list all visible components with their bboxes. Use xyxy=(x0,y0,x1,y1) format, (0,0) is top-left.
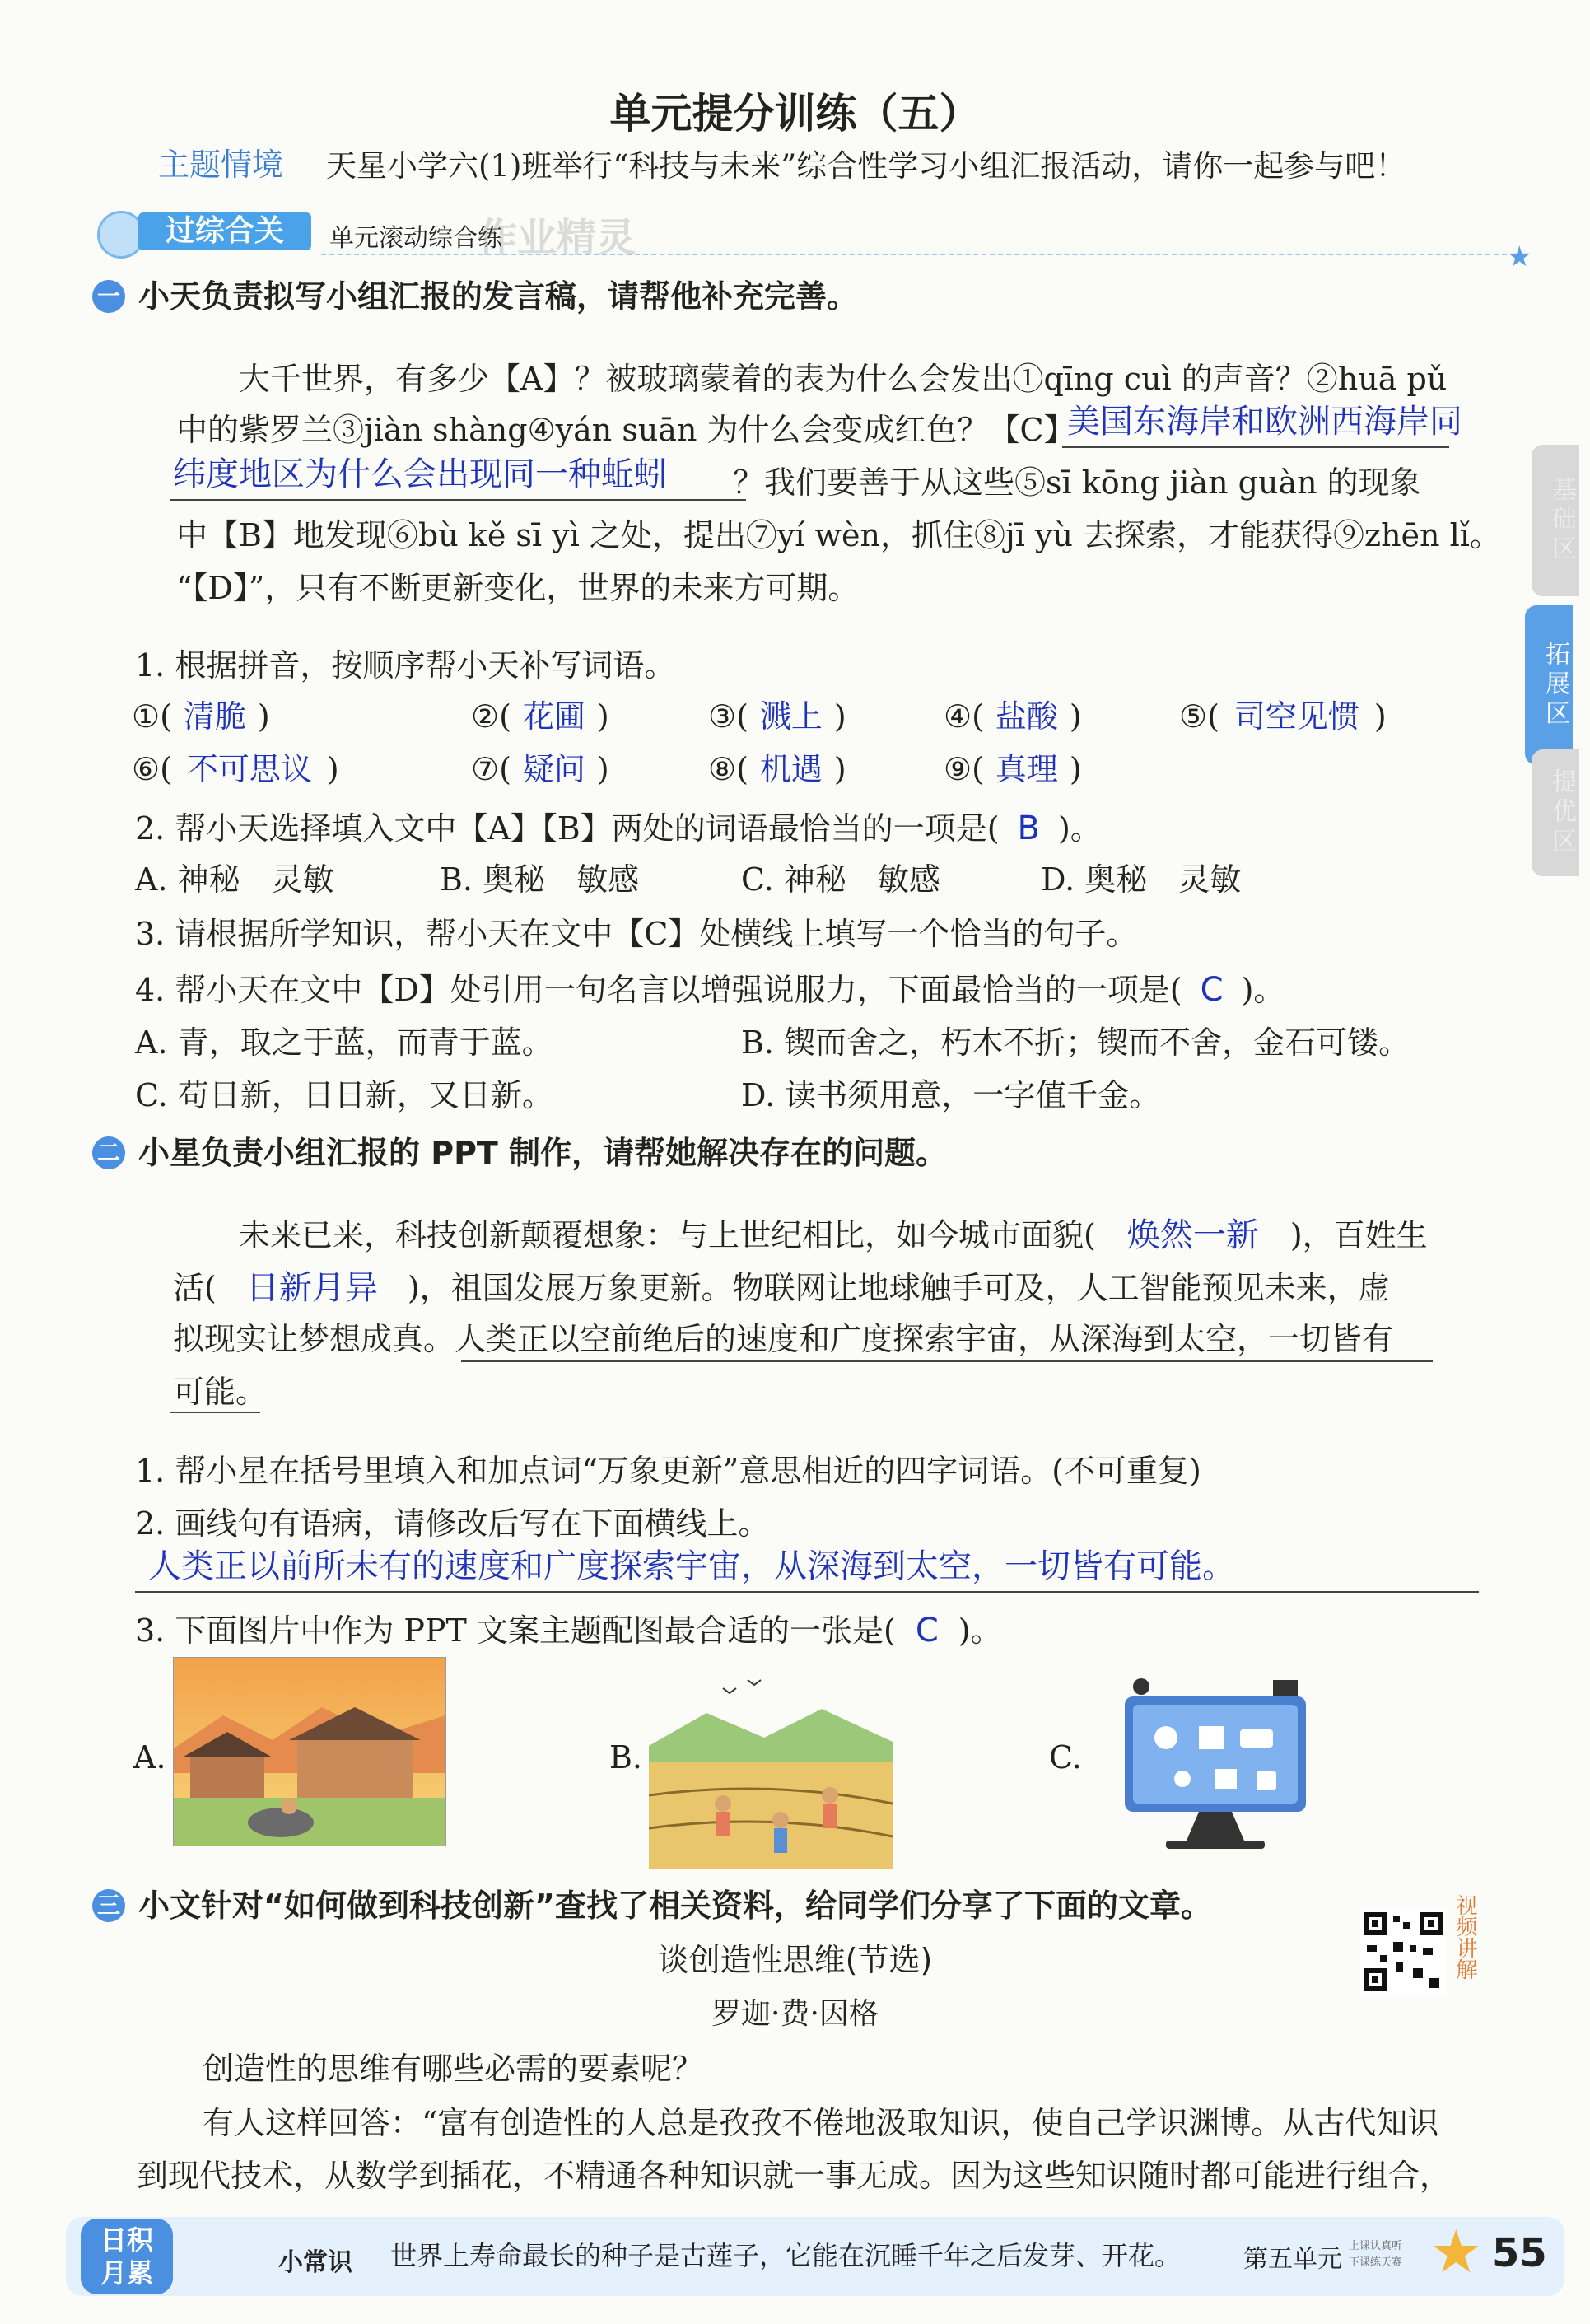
unit-name: 第五单元 xyxy=(1243,2245,1342,2274)
footer-logo xyxy=(81,2219,173,2294)
badge-sub: 单元滚动综合练 xyxy=(329,224,502,253)
badge: 过综合关 xyxy=(138,212,311,250)
s2-hand-2: 日新月异 xyxy=(245,1269,378,1307)
theme-label: 主题情境 xyxy=(158,147,284,183)
s2-p4-underline xyxy=(170,1412,260,1413)
s1-hand-2: 纬度地区为什么会出现同一种蚯蚓 xyxy=(173,455,667,493)
option-image-a[interactable] xyxy=(173,1657,446,1846)
s1-q4-opt: D. 读书须用意，一字值千金。 xyxy=(741,1077,1161,1113)
img-label-c: C. xyxy=(1049,1739,1082,1776)
answer-item: ⑤( 司空见惯 ) xyxy=(1179,698,1387,735)
s1-q2-opt: B. 奥秘 敏感 xyxy=(440,861,640,898)
answer-item: ⑥( 不可思议 ) xyxy=(132,751,339,787)
s1-p3b: ？我们要善于从这些⑤sī kōng jiàn guàn 的现象 xyxy=(733,464,1421,501)
s1-q2-answer: B xyxy=(1017,810,1040,847)
s1-p1: 大千世界，有多少【A】？被玻璃蒙着的表为什么会发出①qīng cuì 的声音？②huā pǔ xyxy=(239,361,1448,397)
s2-q2-answer: 人类正以前所未有的速度和广度探索宇宙，从深海到太空，一切皆有可能。 xyxy=(148,1547,1235,1585)
s1-q2-opt: A. 神秘 灵敏 xyxy=(135,861,334,898)
s2-q1: 1. 帮小星在括号里填入和加点词“万象更新”意思相近的四字词语。(不可重复) xyxy=(135,1453,1201,1489)
qr-label: 视频讲解 xyxy=(1452,1894,1477,1980)
s1-p2a: 中的紫罗兰③jiàn shàng④yán suān 为什么会变成红色？【C】 xyxy=(176,412,1075,448)
s2-q2: 2. 画线句有语病，请修改后写在下面横线上。 xyxy=(135,1505,770,1542)
s2-answer-line xyxy=(135,1591,1479,1593)
s1-q4-opt: A. 青，取之于蓝，而青于蓝。 xyxy=(135,1024,553,1061)
s2-p1: 未来已来，科技创新颠覆想象：与上世纪相比，如今城市面貌( 焕然一新 )，百姓生 xyxy=(239,1216,1428,1254)
s1-q4-opt: C. 苟日新，日日新，又日新。 xyxy=(135,1077,553,1113)
theme-text: 天星小学六(1)班举行“科技与未来”综合性学习小组汇报活动，请你一起参与吧！ xyxy=(326,148,1406,184)
section1-title: 小天负责拟写小组汇报的发言稿，请帮他补充完善。 xyxy=(138,278,859,315)
s1-q4-answer: C xyxy=(1200,971,1224,1009)
s2-q3-answer: C xyxy=(915,1612,939,1650)
page-number: 55 xyxy=(1492,2230,1547,2276)
s1-q4: 4. 帮小天在文中【D】处引用一句名言以增强说服力，下面最恰当的一项是( C )。 xyxy=(135,971,1285,1009)
watermark: 作业精灵 xyxy=(478,215,636,261)
img-label-a: A. xyxy=(133,1739,166,1776)
page-title: 单元提分训练（五） xyxy=(609,90,981,138)
unit-label xyxy=(1243,2227,1441,2284)
s1-answers xyxy=(132,698,1499,805)
answer-item: ④( 盐酸 ) xyxy=(944,698,1082,735)
side-tab-basic[interactable]: 基础区 xyxy=(1532,445,1579,596)
side-tab-extend[interactable]: 拓展区 xyxy=(1525,605,1573,765)
article-p3: 到现代技术，从数学到插花，不精通各种知识就一事无成。因为这些知识随时都可能进行组合， xyxy=(137,2158,1452,2194)
section2-title: 小星负责小组汇报的 PPT 制作，请帮她解决存在的问题。 xyxy=(138,1135,948,1171)
s2-p3: 拟现实让梦想成真。人类正以空前绝后的速度和广度探索宇宙，从深海到太空，一切皆有 xyxy=(173,1321,1394,1357)
answer-item: ⑦( 疑问 ) xyxy=(471,751,609,787)
s1-underline-2 xyxy=(170,499,746,501)
section1-bullet: 一 xyxy=(92,280,125,313)
article-title: 谈创造性思维(节选) xyxy=(657,1942,933,1978)
s1-q2: 2. 帮小天选择填入文中【A】【B】两处的词语最恰当的一项是( B )。 xyxy=(135,810,1102,847)
sunset-village-image xyxy=(174,1658,445,1846)
star-icon: ★ xyxy=(1507,240,1532,273)
section3-bullet: 三 xyxy=(92,1889,125,1922)
answer-item: ③( 溅上 ) xyxy=(708,698,846,735)
s1-q3: 3. 请根据所学知识，帮小天在文中【C】处横线上填写一个恰当的句子。 xyxy=(135,916,1138,952)
s2-p4: 可能。 xyxy=(173,1374,268,1410)
farm-harvest-image xyxy=(649,1672,893,1869)
tech-monitor-image xyxy=(1108,1672,1322,1861)
s1-p4: 中【B】地发现⑥bù kě sī yì 之处，提出⑦yí wèn，抓住⑧jī yù 去探索，才能获得⑨zhēn lǐ。 xyxy=(176,517,1501,553)
footer-logo-top: 日积 xyxy=(100,2224,153,2256)
mascot-icon: ★ xyxy=(1429,2217,1483,2286)
unit-sub1: 上课认真听 xyxy=(1349,2240,1403,2252)
s2-q3: 3. 下面图片中作为 PPT 文案主题配图最合适的一张是( C )。 xyxy=(135,1612,1002,1650)
answer-item: ⑧( 机遇 ) xyxy=(708,751,846,787)
s1-underline-1 xyxy=(1062,446,1449,448)
s1-q2-opt: D. 奥秘 灵敏 xyxy=(1041,861,1242,898)
s1-hand-1: 美国东海岸和欧洲西海岸同 xyxy=(1067,403,1462,441)
badge-underline xyxy=(321,254,1507,255)
s2-hand-1: 焕然一新 xyxy=(1126,1216,1259,1254)
s1-q1: 1. 根据拼音，按顺序帮小天补写词语。 xyxy=(135,647,676,684)
s1-q2-opt: C. 神秘 敏感 xyxy=(741,861,940,898)
s2-p3-underline xyxy=(461,1360,1433,1362)
article-p1: 创造性的思维有哪些必需的要素呢？ xyxy=(203,2051,704,2087)
s2-p2: 活( 日新月异 )，祖国发展万象更新。物联网让地球触手可及，人工智能预见未来，虚 xyxy=(173,1269,1390,1307)
s1-q4-opt: B. 锲而舍之，朽木不折；锲而不舍，金石可镂。 xyxy=(741,1024,1410,1061)
tip-text: 世界上寿命最长的种子是古莲子，它能在沉睡千年之后发芽、开花。 xyxy=(390,2240,1182,2271)
option-image-b[interactable] xyxy=(649,1672,893,1869)
footer-logo-bottom: 月累 xyxy=(100,2257,153,2289)
img-label-b: B. xyxy=(609,1739,643,1776)
s1-p5: “【D】”，只有不断更新变化，世界的未来方可期。 xyxy=(176,570,860,606)
side-tab-advanced[interactable]: 提优区 xyxy=(1532,749,1579,876)
answer-item: ⑨( 真理 ) xyxy=(944,751,1082,787)
article-p2: 有人这样回答：“富有创造性的人总是孜孜不倦地汲取知识，使自己学识渊博。从古代知识 xyxy=(203,2105,1439,2141)
section2-bullet: 二 xyxy=(92,1136,125,1169)
tip-label: 小常识 xyxy=(278,2248,352,2277)
option-image-c[interactable] xyxy=(1108,1672,1322,1861)
answer-item: ②( 花圃 ) xyxy=(471,698,609,735)
s1-q2-text: 2. 帮小天选择填入文中【A】【B】两处的词语最恰当的一项是( xyxy=(135,810,1000,847)
badge-row xyxy=(91,208,1532,273)
answer-item: ①( 清脆 ) xyxy=(132,698,270,735)
section3-title: 小文针对“如何做到科技创新”查找了相关资料，给同学们分享了下面的文章。 xyxy=(138,1888,1212,1924)
unit-sub2: 下课练天赛 xyxy=(1349,2256,1403,2269)
article-author: 罗迦·费·因格 xyxy=(711,1997,879,2031)
